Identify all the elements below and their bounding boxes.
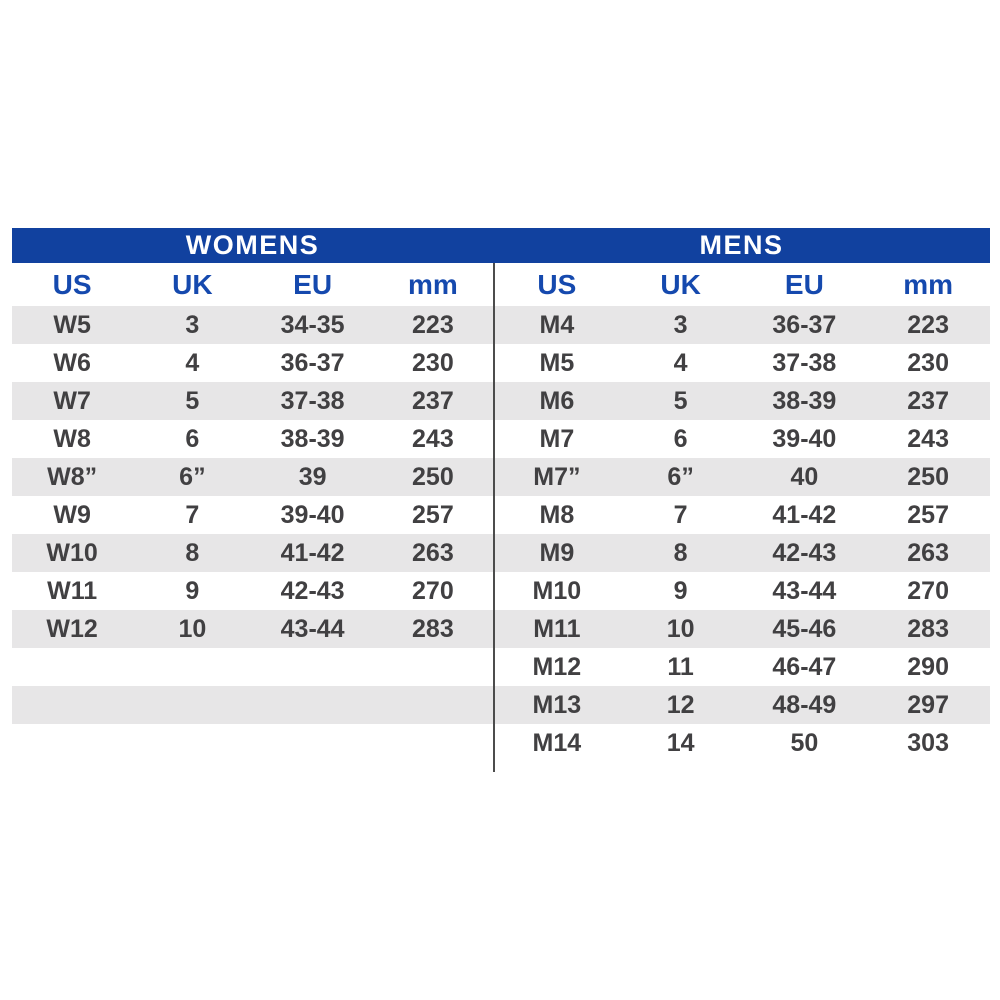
cell-uk: 6 bbox=[673, 425, 688, 453]
cell-mm: 263 bbox=[907, 539, 949, 567]
table-row bbox=[495, 420, 990, 458]
cell-eu: 46-47 bbox=[772, 653, 837, 681]
cell-mm: 243 bbox=[412, 425, 454, 453]
cell-us: W6 bbox=[53, 349, 91, 377]
cell-eu: 43-44 bbox=[280, 615, 345, 643]
table-row bbox=[495, 382, 990, 420]
cell-eu: 42-43 bbox=[280, 577, 345, 605]
cell-us: W12 bbox=[46, 615, 98, 643]
table-row bbox=[12, 344, 493, 382]
mens-col-header-uk: UK bbox=[660, 269, 701, 300]
table-row bbox=[495, 572, 990, 610]
cell-eu: 39 bbox=[298, 463, 327, 491]
table-row bbox=[495, 534, 990, 572]
cell-eu: 48-49 bbox=[772, 691, 837, 719]
cell-eu: 50 bbox=[790, 729, 819, 757]
cell-eu: 34-35 bbox=[280, 311, 345, 339]
cell-mm: 290 bbox=[907, 653, 949, 681]
cell-us: M12 bbox=[532, 653, 582, 681]
cell-eu: 45-46 bbox=[772, 615, 837, 643]
womens-col-header-us: US bbox=[52, 269, 92, 300]
cell-eu: 39-40 bbox=[280, 501, 345, 529]
cell-mm: 250 bbox=[907, 463, 949, 491]
table-row bbox=[495, 610, 990, 648]
cell-us: W5 bbox=[53, 311, 91, 339]
cell-uk: 3 bbox=[673, 311, 688, 339]
cell-eu: 39-40 bbox=[772, 425, 837, 453]
cell-mm: 243 bbox=[907, 425, 949, 453]
table-row bbox=[12, 382, 493, 420]
cell-eu: 36-37 bbox=[772, 311, 837, 339]
table-row bbox=[12, 306, 493, 344]
cell-us: W9 bbox=[53, 501, 91, 529]
cell-eu: 38-39 bbox=[280, 425, 345, 453]
table-row bbox=[12, 420, 493, 458]
mens-section-title: MENS bbox=[699, 230, 784, 260]
cell-mm: 297 bbox=[907, 691, 949, 719]
cell-uk: 5 bbox=[673, 387, 688, 415]
cell-mm: 270 bbox=[412, 577, 454, 605]
cell-us: M8 bbox=[539, 501, 575, 529]
cell-eu: 43-44 bbox=[772, 577, 837, 605]
cell-eu: 41-42 bbox=[772, 501, 837, 529]
table-row bbox=[495, 496, 990, 534]
cell-mm: 237 bbox=[412, 387, 454, 415]
empty-row bbox=[12, 686, 493, 724]
cell-mm: 303 bbox=[907, 729, 949, 757]
cell-us: M9 bbox=[539, 539, 575, 567]
womens-section-title: WOMENS bbox=[185, 230, 320, 260]
table-row bbox=[495, 306, 990, 344]
tables-area bbox=[12, 263, 990, 772]
womens-column-headers bbox=[12, 263, 493, 306]
cell-mm: 230 bbox=[907, 349, 949, 377]
mens-col-header-eu: EU bbox=[784, 269, 824, 300]
mens-col-header-mm: mm bbox=[903, 269, 954, 300]
cell-us: W7 bbox=[53, 387, 91, 415]
table-row bbox=[495, 344, 990, 382]
cell-eu: 37-38 bbox=[772, 349, 837, 377]
cell-mm: 230 bbox=[412, 349, 454, 377]
cell-uk: 10 bbox=[178, 615, 207, 643]
cell-us: W8” bbox=[47, 463, 98, 491]
table-row bbox=[495, 724, 990, 762]
cell-us: M14 bbox=[532, 729, 582, 757]
womens-col-header-eu: EU bbox=[293, 269, 333, 300]
cell-eu: 37-38 bbox=[280, 387, 345, 415]
cell-us: M7 bbox=[539, 425, 575, 453]
table-row bbox=[12, 572, 493, 610]
cell-uk: 9 bbox=[673, 577, 688, 605]
cell-uk: 6 bbox=[185, 425, 200, 453]
cell-uk: 11 bbox=[667, 653, 694, 681]
table-row bbox=[495, 648, 990, 686]
cell-uk: 14 bbox=[666, 729, 695, 757]
cell-uk: 7 bbox=[185, 501, 200, 529]
cell-uk: 6” bbox=[179, 463, 206, 491]
mens-size-table bbox=[495, 263, 990, 772]
table-row bbox=[12, 534, 493, 572]
cell-eu: 42-43 bbox=[772, 539, 837, 567]
cell-us: W8 bbox=[53, 425, 91, 453]
cell-us: M11 bbox=[533, 615, 581, 643]
cell-us: M6 bbox=[539, 387, 575, 415]
empty-row bbox=[12, 648, 493, 686]
cell-us: M10 bbox=[532, 577, 582, 605]
cell-uk: 8 bbox=[673, 539, 688, 567]
cell-mm: 283 bbox=[412, 615, 454, 643]
cell-uk: 8 bbox=[185, 539, 200, 567]
cell-mm: 257 bbox=[412, 501, 454, 529]
cell-uk: 3 bbox=[185, 311, 200, 339]
mens-column-headers bbox=[495, 263, 990, 306]
table-row bbox=[12, 496, 493, 534]
cell-uk: 5 bbox=[185, 387, 200, 415]
cell-uk: 7 bbox=[673, 501, 688, 529]
table-row bbox=[495, 686, 990, 724]
cell-us: M5 bbox=[539, 349, 575, 377]
empty-row bbox=[12, 724, 493, 762]
cell-uk: 12 bbox=[666, 691, 695, 719]
cell-mm: 263 bbox=[412, 539, 454, 567]
womens-col-header-uk: UK bbox=[172, 269, 213, 300]
womens-col-header-mm: mm bbox=[407, 269, 458, 300]
cell-us: M4 bbox=[539, 311, 575, 339]
table-row bbox=[495, 458, 990, 496]
cell-mm: 237 bbox=[907, 387, 949, 415]
cell-uk: 10 bbox=[666, 615, 695, 643]
chart-title-bar bbox=[12, 228, 990, 263]
table-row bbox=[12, 610, 493, 648]
cell-us: M13 bbox=[532, 691, 582, 719]
shoe-size-chart bbox=[12, 228, 990, 772]
cell-uk: 4 bbox=[673, 349, 688, 377]
table-row bbox=[12, 458, 493, 496]
cell-mm: 270 bbox=[907, 577, 949, 605]
cell-us: M7” bbox=[533, 463, 581, 491]
cell-mm: 223 bbox=[907, 311, 949, 339]
cell-uk: 6” bbox=[667, 463, 694, 491]
cell-mm: 250 bbox=[412, 463, 454, 491]
womens-size-table bbox=[12, 263, 493, 772]
cell-mm: 223 bbox=[412, 311, 454, 339]
cell-eu: 41-42 bbox=[280, 539, 345, 567]
mens-rows bbox=[495, 306, 990, 762]
womens-rows bbox=[12, 306, 493, 762]
cell-eu: 36-37 bbox=[280, 349, 345, 377]
cell-eu: 40 bbox=[790, 463, 819, 491]
cell-us: W11 bbox=[47, 577, 98, 605]
cell-uk: 4 bbox=[185, 349, 200, 377]
cell-uk: 9 bbox=[185, 577, 200, 605]
cell-mm: 283 bbox=[907, 615, 949, 643]
mens-col-header-us: US bbox=[537, 269, 577, 300]
cell-eu: 38-39 bbox=[772, 387, 837, 415]
cell-mm: 257 bbox=[907, 501, 949, 529]
cell-us: W10 bbox=[46, 539, 98, 567]
